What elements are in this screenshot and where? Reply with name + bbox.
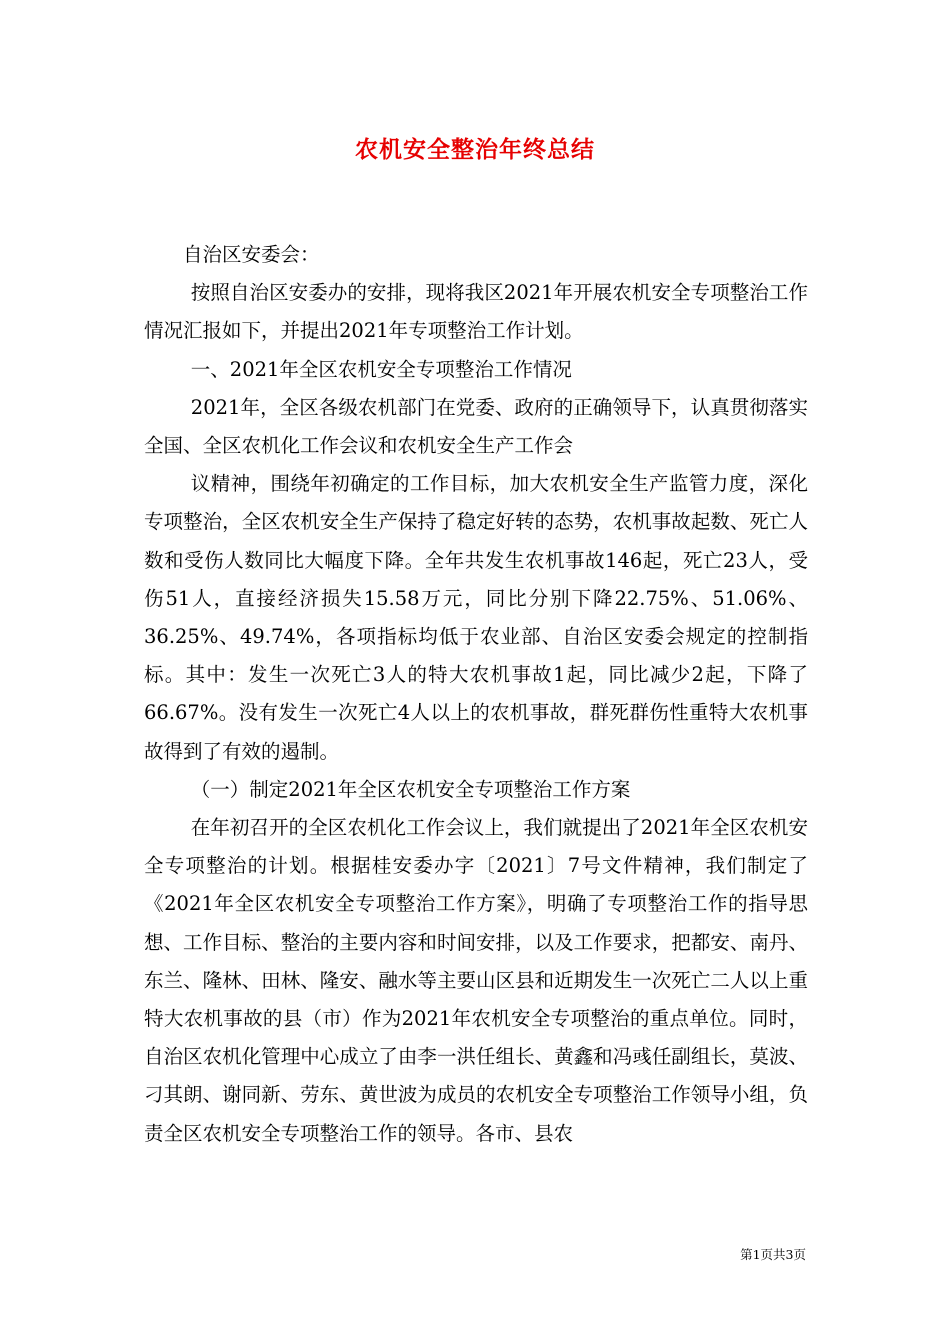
paragraph-statistics: 议精神，围绕年初确定的工作目标，加大农机安全生产监管力度，深化专项整治，全区农机安全生产保持了稳定好转的态势，农机事故起数、死亡人数和受伤人数同比大幅度下降。全年共发生农机事故146起，死亡23人，受伤51人，直接经济损失15.58万元，同比分别下降22.75%、51.06%、36.25%、49.74%，各项指标均低于农业部、自治区安委会规定的控制指标。其中：发生一次死亡3人的特大农机事故1起，同比减少2起，下降了66.67%。没有发生一次死亡4人以上的农机事故，群死群伤性重特大农机事故得到了有效的遏制。 [144, 472, 808, 763]
page-number-footer: 第1页共3页 [740, 1247, 806, 1262]
document-body [144, 236, 808, 1153]
paragraph-overview: 2021年，全区各级农机部门在党委、政府的正确领导下，认真贯彻落实全国、全区农机化工作会议和农机安全生产工作会 [144, 395, 808, 458]
subsection-heading-1: （一）制定2021年全区农机安全专项整治工作方案 [190, 777, 631, 801]
section-heading-1: 一、2021年全区农机安全专项整治工作情况 [190, 357, 572, 381]
paragraph-plan: 在年初召开的全区农机化工作会议上，我们就提出了2021年全区农机安全专项整治的计划。根据桂安委办字〔2021〕7号文件精神，我们制定了《2021年全区农机安全专项整治工作方案》，明确了专项整治工作的指导思想、工作目标、整治的主要内容和时间安排，以及工作要求，把都安、南丹、东兰、隆林、田林、隆安、融水等主要山区县和近期发生一次死亡二人以上重特大农机事故的县（市）作为2021年农机安全专项整治的重点单位。同时，自治区农机化管理中心成立了由李一洪任组长、黄鑫和冯彧任副组长，莫波、刁其朗、谢同新、劳东、黄世波为成员的农机安全专项整治工作领导小组，负责全区农机安全专项整治工作的领导。各市、县农 [144, 816, 808, 1145]
paragraph-intro: 按照自治区安委办的安排，现将我区2021年开展农机安全专项整治工作情况汇报如下，并提出2021年专项整治工作计划。 [144, 281, 808, 343]
document-title: 农机安全整治年终总结 [355, 136, 595, 163]
salutation: 自治区安委会： [183, 243, 320, 266]
